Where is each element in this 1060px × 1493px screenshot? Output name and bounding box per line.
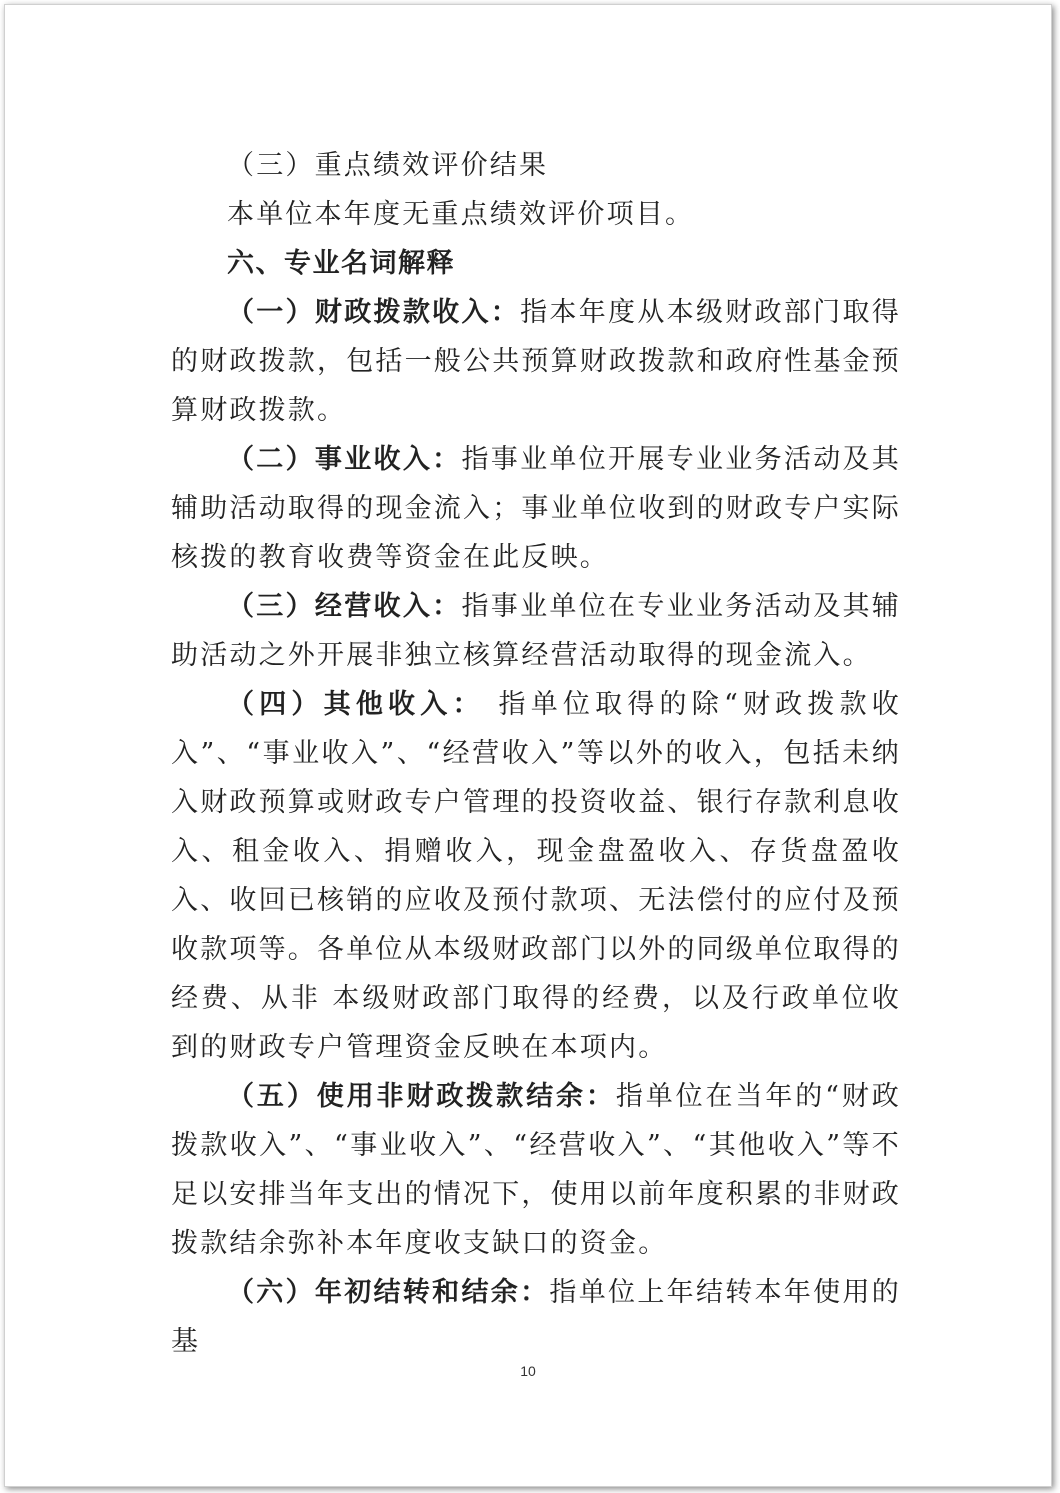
heading-text: 六、专业名词解释 [227,248,455,279]
definition-paragraph [171,680,901,1072]
definition-term: （二）事业收入： [227,444,462,475]
document-body [171,141,901,1366]
document-page [4,4,1052,1487]
page-number: 10 [520,1363,536,1379]
definition-term: （四）其他收入： [227,689,485,720]
definition-term: （三）经营收入： [227,591,462,622]
definition-text: 指单位上年结转本年使用的基 [171,1277,902,1357]
paragraph-text: 本单位本年度无重点绩效评价项目。 [227,199,695,230]
definition-paragraph [171,435,901,582]
section-heading [171,239,901,288]
definition-text: 指本年度从本级财政部门取得的财政拨款，包括一般公共预算财政拨款和政府性基金预算财政拨款。 [171,297,901,426]
definition-term: （六）年初结转和结余： [227,1277,550,1308]
body-paragraph [171,190,901,239]
definition-paragraph [171,1268,901,1366]
section-subheading [171,141,901,190]
subheading-text: （三）重点绩效评价结果 [227,150,549,181]
definition-paragraph [171,1072,901,1268]
definition-term: （五）使用非财政拨款结余： [227,1081,616,1112]
definition-paragraph [171,288,901,435]
definition-text: 指事业单位开展专业业务活动及其辅助活动取得的现金流入；事业单位收到的财政专户实际核拨的教育收费等资金在此反映。 [171,444,902,573]
definition-text: 指单位在当年的“财政拨款收入”、“事业收入”、“经营收入”、“其他收入”等不足以安排当年支出的情况下，使用以前年度积累的非财政拨款结余弥补本年度收支缺口的资金。 [171,1081,901,1259]
definition-text: 指单位取得的除“财政拨款收入”、“事业收入”、“经营收入”等以外的收入，包括未纳入财政预算或财政专户管理的投资收益、银行存款利息收入、租金收入、捐赠收入，现金盘盈收入、存货盘盈收入、收回已核销的应收及预付款项、无法偿付的应付及预收款项等。各单位从本级财政部门以外的同级单位取得的经费、从非 本级财政部门取得的经费，以及行政单位收到的财政专户管理资金反映在本项内。 [171,689,901,1063]
definition-text: 指事业单位在专业业务活动及其辅助活动之外开展非独立核算经营活动取得的现金流入。 [171,591,902,671]
definition-paragraph [171,582,901,680]
definition-term: （一）财政拨款收入： [227,297,521,328]
